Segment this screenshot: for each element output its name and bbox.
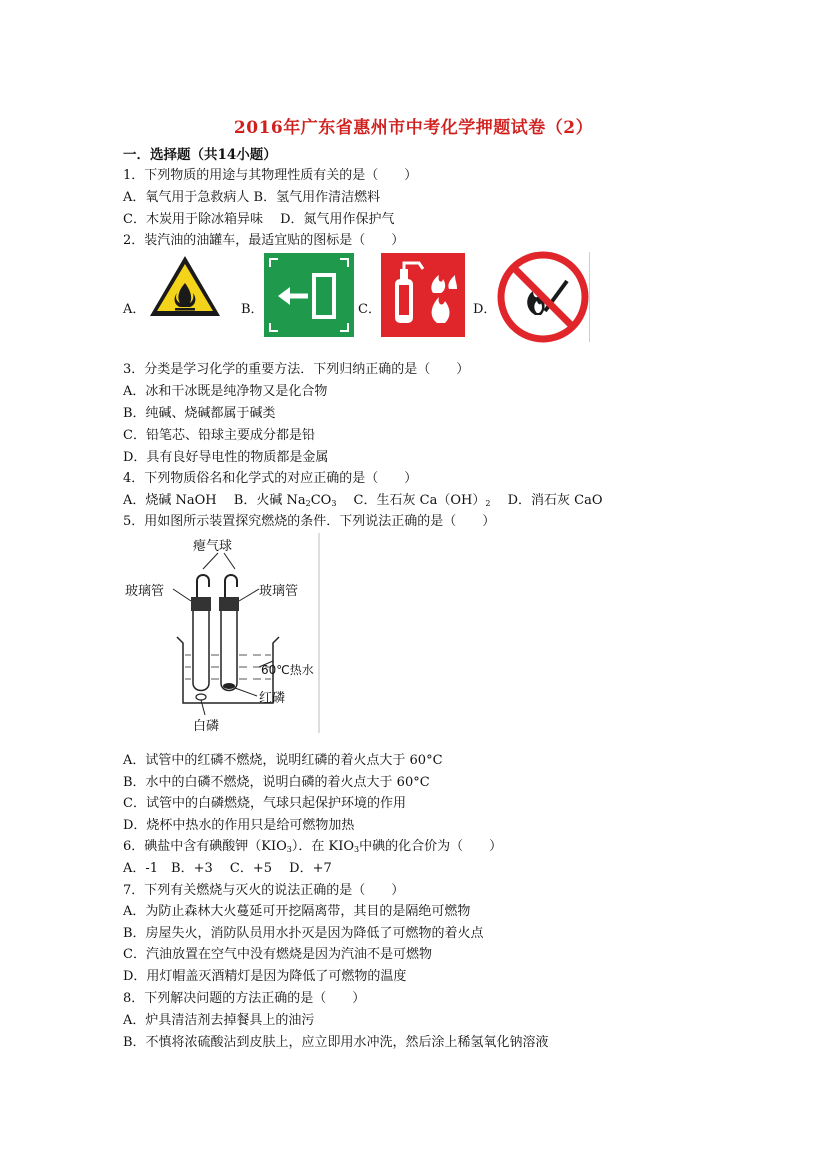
q3-stem: 3．分类是学习化学的重要方法．下列归纳正确的是（ ） <box>123 362 470 377</box>
q7-stem: 7．下列有关燃烧与灭火的说法正确的是（ ） <box>123 883 405 898</box>
image-border-line <box>589 252 590 342</box>
q4-options <box>123 492 602 513</box>
fire-extinguisher-icon <box>381 253 465 337</box>
hot-water-label: 60℃热水 <box>261 663 314 677</box>
q7-option-b: B．房屋失火，消防队员用水扑灭是因为降低了可燃物的着火点 <box>123 926 484 941</box>
emergency-exit-icon <box>264 253 354 337</box>
q4-option-b: B．火碱 $Na_2CO_3$ <box>233 493 337 508</box>
q3-option-d: D．具有良好导电性的物质都是金属 <box>123 450 329 465</box>
section-heading: 一．选择题（共14小题） <box>123 147 277 163</box>
q1-options-ab: A．氧气用于急救病人 B．氢气用作清洁燃料 <box>123 190 381 205</box>
no-open-flame-icon <box>497 251 589 343</box>
q8-option-a: A．炉具清洁剂去掉餐具上的油污 <box>123 1013 315 1028</box>
balloon-label: 瘪气球 <box>193 539 233 554</box>
q4-option-d: D．消石灰 CaO <box>507 493 603 508</box>
white-phosphorus-label: 白磷 <box>193 719 220 734</box>
q4-option-a: A．烧碱 NaOH <box>123 493 217 508</box>
q7-option-c: C．汽油放置在空气中没有燃烧是因为汽油不是可燃物 <box>123 947 432 962</box>
q2-label-b: B． <box>241 302 264 317</box>
q1-stem: 1．下列物质的用途与其物理性质有关的是（ ） <box>123 168 418 183</box>
q3-option-c: C．铅笔芯、铅球主要成分都是铅 <box>123 428 315 443</box>
q8-option-b: B．不慎将浓硫酸沾到皮肤上，应立即用水冲洗，然后涂上稀氢氧化钠溶液 <box>123 1035 549 1050</box>
q4-option-c: C．生石灰 $Ca(OH)_2$ <box>353 493 491 508</box>
q7-option-a: A．为防止森林大火蔓延可开挖隔离带，其目的是隔绝可燃物 <box>123 904 471 919</box>
q3-option-b: B．纯碱、烧碱都属于碱类 <box>123 406 276 421</box>
q5-stem: 5．用如图所示装置探究燃烧的条件．下列说法正确的是（ ） <box>123 514 496 529</box>
combustion-apparatus-figure <box>123 533 323 735</box>
page-title: 2016年广东省惠州市中考化学押题试卷（2） <box>233 118 594 138</box>
q3-option-a: A．冰和干冰既是纯净物又是化合物 <box>123 384 328 399</box>
q2-label-c: C． <box>358 302 381 317</box>
q2-stem: 2．装汽油的油罐车，最适宜贴的图标是（ ） <box>123 233 405 248</box>
glass-tube-left-label: 玻璃管 <box>125 584 165 599</box>
red-phosphorus-label: 红磷 <box>259 691 286 706</box>
flammable-warning-icon <box>147 253 223 319</box>
q2-label-a: A． <box>123 302 146 317</box>
q8-stem: 8．下列解决问题的方法正确的是（ ） <box>123 991 366 1006</box>
q5-option-b: B．水中的白磷不燃烧，说明白磷的着火点大于 60°C <box>123 775 430 790</box>
glass-tube-right-label: 玻璃管 <box>259 584 299 599</box>
q6-options: A．-1 B．+3 C．+5 D．+7 <box>123 861 332 876</box>
q7-option-d: D．用灯帽盖灭酒精灯是因为降低了可燃物的温度 <box>123 969 407 984</box>
q2-label-d: D． <box>473 302 497 317</box>
q5-option-a: A．试管中的红磷不燃烧，说明红磷的着火点大于 60°C <box>123 753 443 768</box>
q4-stem: 4．下列物质俗名和化学式的对应正确的是（ ） <box>123 471 418 486</box>
q5-option-c: C．试管中的白磷燃烧，气球只起保护环境的作用 <box>123 796 406 811</box>
q6-stem: 6．碘盐中含有碘酸钾$(KIO_3)$．在 $KIO_3$中碘的化合价为（ ） <box>123 839 503 854</box>
q1-options-cd: C．木炭用于除冰箱异味 D．氮气用作保护气 <box>123 212 395 227</box>
q5-option-d: D．烧杯中热水的作用只是给可燃物加热 <box>123 818 355 833</box>
